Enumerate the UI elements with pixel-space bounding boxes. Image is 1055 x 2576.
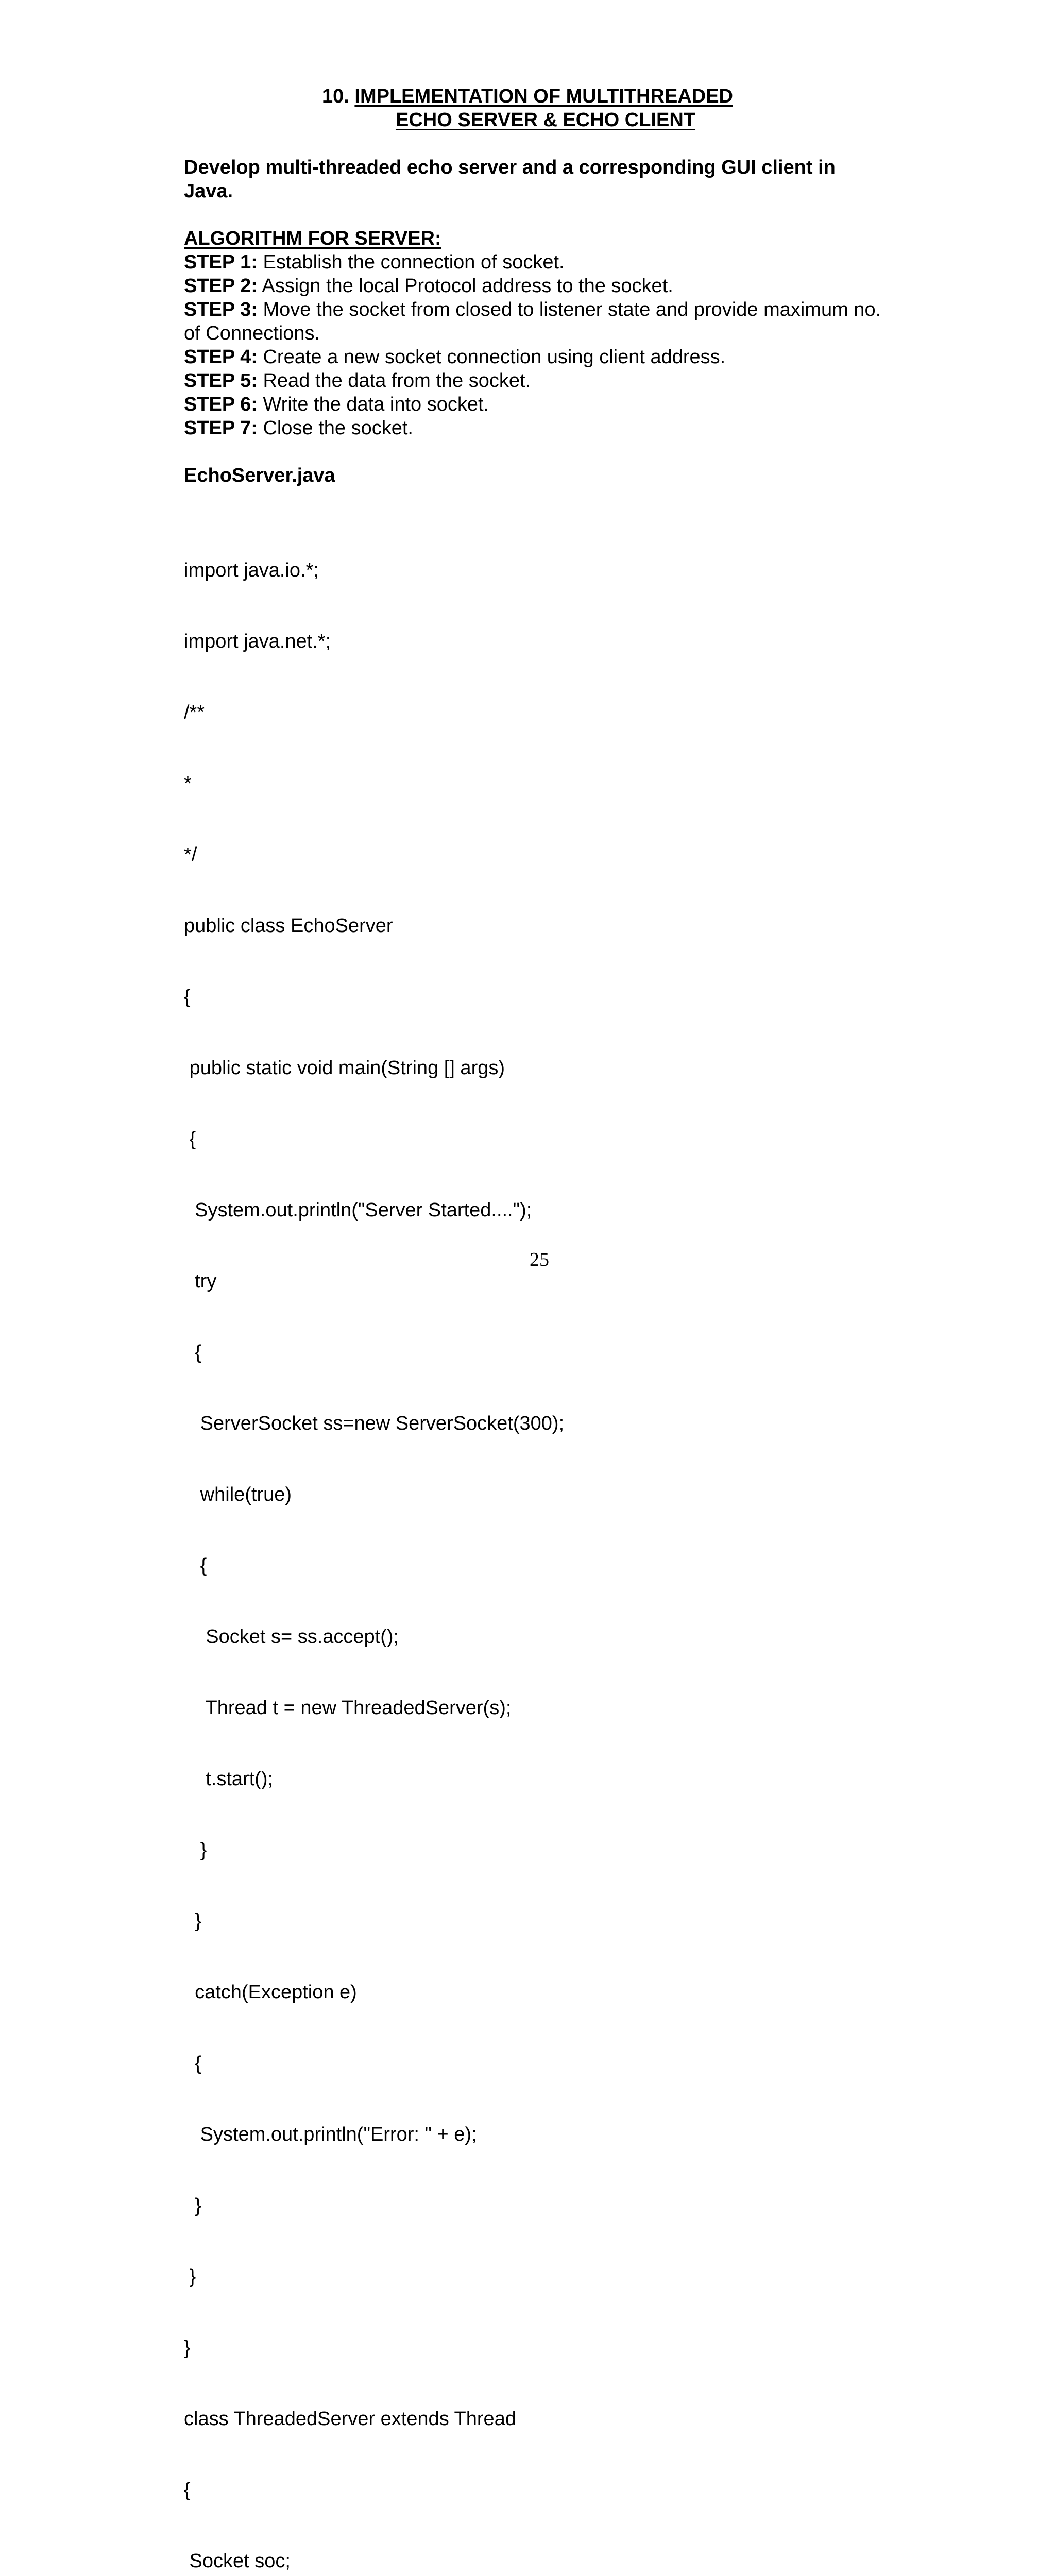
code-line: class ThreadedServer extends Thread bbox=[184, 2408, 516, 2430]
code-line: import java.net.*; bbox=[184, 631, 331, 652]
code-line: { bbox=[184, 2479, 191, 2501]
code-line: System.out.println("Server Started...."); bbox=[184, 1199, 532, 1221]
step-7: STEP 7: Close the socket. bbox=[184, 417, 413, 439]
code-line: } bbox=[184, 2266, 196, 2287]
code-listing bbox=[184, 511, 926, 2576]
title-line-1 bbox=[0, 84, 1055, 108]
code-line: while(true) bbox=[184, 1484, 292, 1505]
page-number: 25 bbox=[530, 1249, 549, 1270]
code-line: } bbox=[184, 1839, 207, 1861]
code-line: import java.io.*; bbox=[184, 560, 319, 581]
code-line: Thread t = new ThreadedServer(s); bbox=[184, 1697, 512, 1719]
code-line: * bbox=[184, 773, 192, 794]
code-line: } bbox=[184, 2337, 191, 2359]
code-line: { bbox=[184, 1342, 201, 1363]
code-line: Socket soc; bbox=[184, 2550, 291, 2572]
aim-line-2: Java. bbox=[184, 180, 233, 202]
step-3-continuation: of Connections. bbox=[184, 323, 320, 344]
page-body bbox=[184, 156, 926, 2576]
file-name-heading: EchoServer.java bbox=[184, 465, 335, 486]
code-line: try bbox=[184, 1270, 217, 1292]
code-line: { bbox=[184, 1555, 207, 1577]
title-text-1: IMPLEMENTATION OF MULTITHREADED bbox=[354, 86, 733, 107]
code-line: } bbox=[184, 2195, 201, 2216]
code-line: { bbox=[184, 986, 191, 1008]
code-line: public class EchoServer bbox=[184, 915, 393, 937]
code-line: t.start(); bbox=[184, 1768, 274, 1790]
spacer bbox=[184, 487, 926, 511]
chapter-number: 10. bbox=[322, 86, 355, 107]
code-line: public static void main(String [] args) bbox=[184, 1057, 505, 1079]
algorithm-heading: ALGORITHM FOR SERVER: bbox=[184, 228, 441, 249]
step-4: STEP 4: Create a new socket connection using client address. bbox=[184, 346, 726, 368]
code-line: ServerSocket ss=new ServerSocket(300); bbox=[184, 1413, 565, 1434]
aim-line-1: Develop multi-threaded echo server and a corresponding GUI client in bbox=[184, 157, 836, 178]
step-1: STEP 1: Establish the connection of socket. bbox=[184, 251, 565, 273]
code-line: { bbox=[184, 1128, 196, 1150]
step-2: STEP 2: Assign the local Protocol address to the socket. bbox=[184, 275, 673, 297]
spacer bbox=[184, 203, 926, 227]
title-text-2: ECHO SERVER & ECHO CLIENT bbox=[395, 109, 696, 131]
algorithm-steps bbox=[184, 250, 926, 440]
title-line-2 bbox=[0, 108, 1055, 132]
code-line: catch(Exception e) bbox=[184, 1981, 357, 2003]
code-line: /** bbox=[184, 702, 205, 723]
code-line: Socket s= ss.accept(); bbox=[184, 1626, 399, 1648]
code-line: } bbox=[184, 1910, 201, 1932]
spacer bbox=[184, 440, 926, 464]
code-line: { bbox=[184, 2053, 201, 2074]
code-line: System.out.println("Error: " + e); bbox=[184, 2124, 477, 2145]
step-6: STEP 6: Write the data into socket. bbox=[184, 394, 489, 415]
aim-statement bbox=[184, 156, 926, 203]
code-line: */ bbox=[184, 844, 197, 866]
chapter-title bbox=[0, 84, 1055, 132]
step-5: STEP 5: Read the data from the socket. bbox=[184, 370, 531, 392]
step-3: STEP 3: Move the socket from closed to listener state and provide maximum no. bbox=[184, 299, 881, 320]
